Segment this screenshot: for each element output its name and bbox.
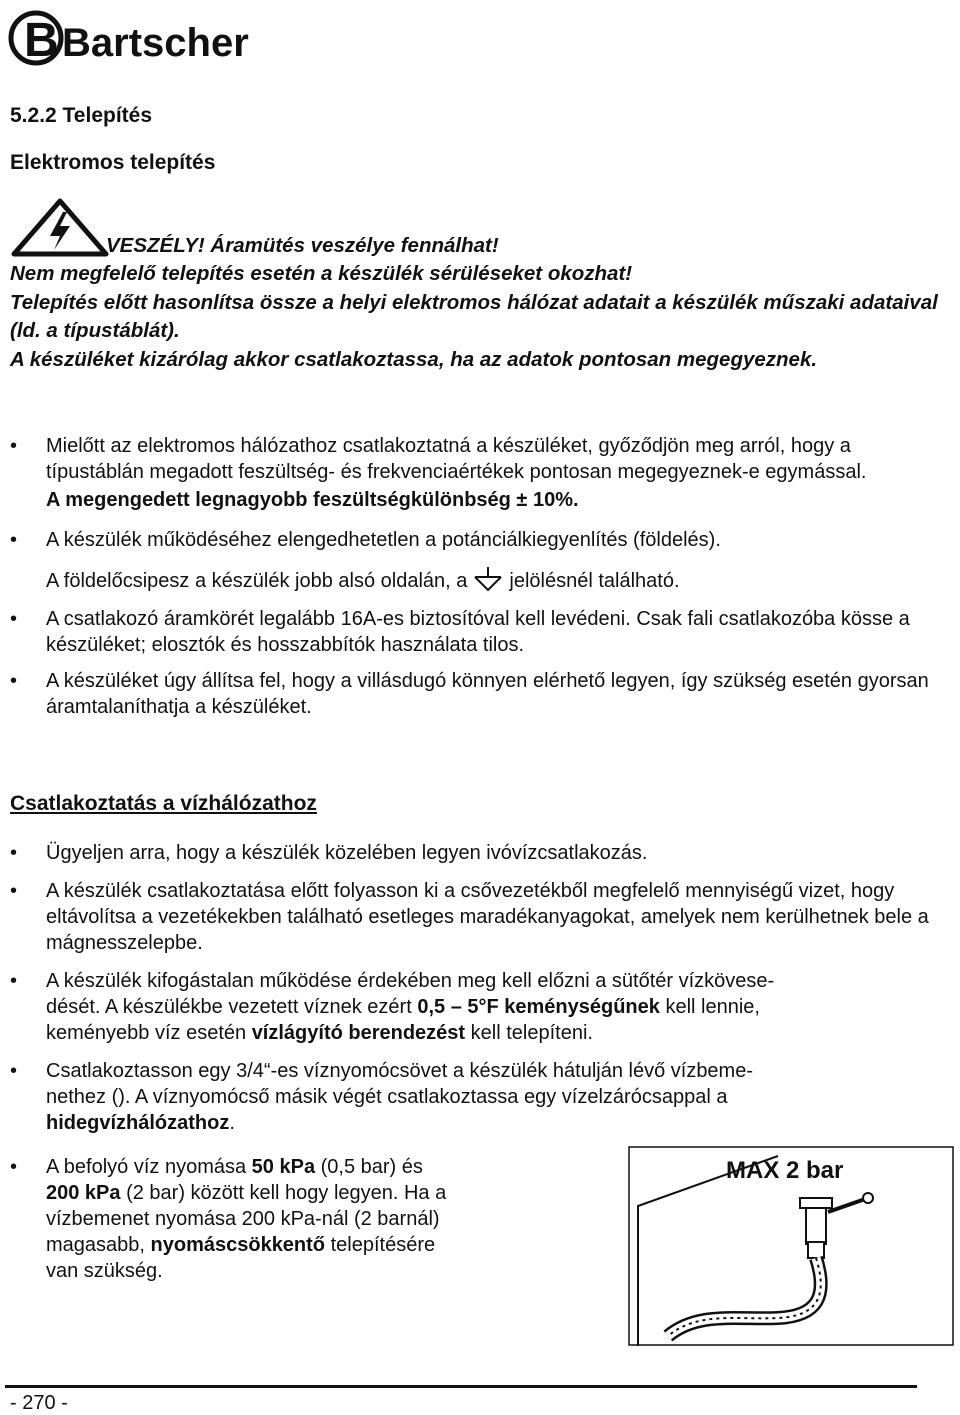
list-item <box>10 968 945 1046</box>
bold-text: 0,5 – 5°F keménységűnek <box>417 996 660 1018</box>
section-subtitle: Elektromos telepítés <box>10 151 216 174</box>
text: (2 bar) között kell hogy legyen. Ha a <box>120 1182 447 1204</box>
water-section-title: Csatlakoztatás a vízhálózathoz <box>10 792 317 815</box>
warning-line-1: VESZÉLY! Áramütés veszélye fennálhat! <box>106 234 499 257</box>
bold-text: vízlágyító berendezést <box>251 1022 466 1044</box>
list-item: • Ügyeljen arra, hogy a készülék közelében legyen ivóvízcsatlakozás. <box>10 840 945 866</box>
page-number: - 270 - <box>10 1392 68 1414</box>
text-after-icon: jelölésnél található. <box>509 570 680 592</box>
electrical-list <box>10 433 945 720</box>
bold-text: nyomáscsökkentő <box>150 1234 326 1256</box>
svg-text:B: B <box>24 14 59 67</box>
water-tap-hose-illustration <box>628 1146 954 1346</box>
text: . <box>229 1112 235 1134</box>
equipotential-ground-icon <box>471 567 505 591</box>
text: kell lennie, <box>659 996 760 1018</box>
warning-line-3: Telepítés előtt hasonlítsa össze a helyi elektromos hálózat adatait a készülék műszaki adataival (ld. a típustáblát). <box>10 290 938 343</box>
line: • Csatlakoztasson egy 3/4“-es víznyomócsövet a készülék hátulján lévő vízbeme- <box>46 1060 754 1082</box>
warning-line-2: Nem megfelelő telepítés esetén a készülék sérüléseket okozhat! <box>10 262 633 286</box>
warning-block <box>10 232 955 374</box>
list-item-text: • Mielőtt az elektromos hálózathoz csatlakoztatná a készüléket, győződjön meg arról, hogy a típustáblán megadott feszültség- és frekvenciaértékek pontosan megegyeznek-e egymással. <box>46 435 867 483</box>
line: vízbemenet nyomása 200 kPa-nál (2 barnál) <box>46 1208 440 1230</box>
line: van szükség. <box>46 1260 163 1282</box>
line: nethez (). A víznyomócső másik végét csatlakoztassa egy vízelzárócsappal a <box>46 1086 728 1108</box>
text: magasabb, <box>46 1234 151 1256</box>
list-item-continuation <box>46 567 945 594</box>
text: A befolyó víz nyomása <box>46 1156 252 1178</box>
bartscher-logo <box>8 2 249 72</box>
list-item <box>10 527 945 594</box>
list-item <box>10 433 945 513</box>
list-item-text: • A készülék működéséhez elengedhetetlen a potánciálkiegyenlítés (földelés). <box>46 529 721 551</box>
text: keményebb víz esetén <box>46 1022 252 1044</box>
section-title: 5.2.2 Telepítés <box>10 104 153 127</box>
bold-text: hidegvízhálózathoz <box>46 1112 230 1134</box>
list-item: • A csatlakozó áramkörét legalább 16A-es biztosítóval kell levédeni. Csak fali csatlakozóba kösse a készüléket; elosztók és hosszabbítók használata tilos. <box>10 606 945 658</box>
max-pressure-label: MAX 2 bar <box>726 1157 844 1184</box>
line <box>46 1020 945 1046</box>
line <box>46 994 945 1020</box>
list-item: • A készülék csatlakoztatása előtt folyasson ki a csővezetékből megfelelő mennyiségű vizet, hogy eltávolítsa a vezetékekben található esetleges maradékanyagokat, amelyek nem kerülhetnek bele a mágnesszelepbe. <box>10 878 945 956</box>
warning-line-4: A készüléket kizárólag akkor csatlakoztassa, ha az adatok pontosan megegyeznek. <box>10 347 818 371</box>
brand-name: Bartscher <box>62 21 249 65</box>
text-before-icon: A földelőcsipesz a készülék jobb alsó oldalán, a <box>46 570 468 592</box>
list-item: • A készüléket úgy állítsa fel, hogy a villásdugó könnyen elérhető legyen, így szükség esetén gyorsan áramtalaníthatja a készüléket. <box>10 668 945 720</box>
line <box>46 1110 945 1136</box>
list-item <box>10 1058 945 1136</box>
list-item-bold: A megengedett legnagyobb feszültségkülönbség ± 10%. <box>46 489 579 511</box>
text: kell telepíteni. <box>465 1022 593 1044</box>
bold-text: 50 kPa <box>251 1156 316 1178</box>
line: • A készülék kifogástalan működése érdekében meg kell előzni a sütőtér vízkövese- <box>46 970 775 992</box>
text: (0,5 bar) és <box>315 1156 423 1178</box>
text: dését. A készülékbe vezetett víznek ezért <box>46 996 418 1018</box>
bold-text: 200 kPa <box>46 1182 121 1204</box>
footer-rule <box>5 1385 917 1388</box>
text: telepítésére <box>325 1234 436 1256</box>
